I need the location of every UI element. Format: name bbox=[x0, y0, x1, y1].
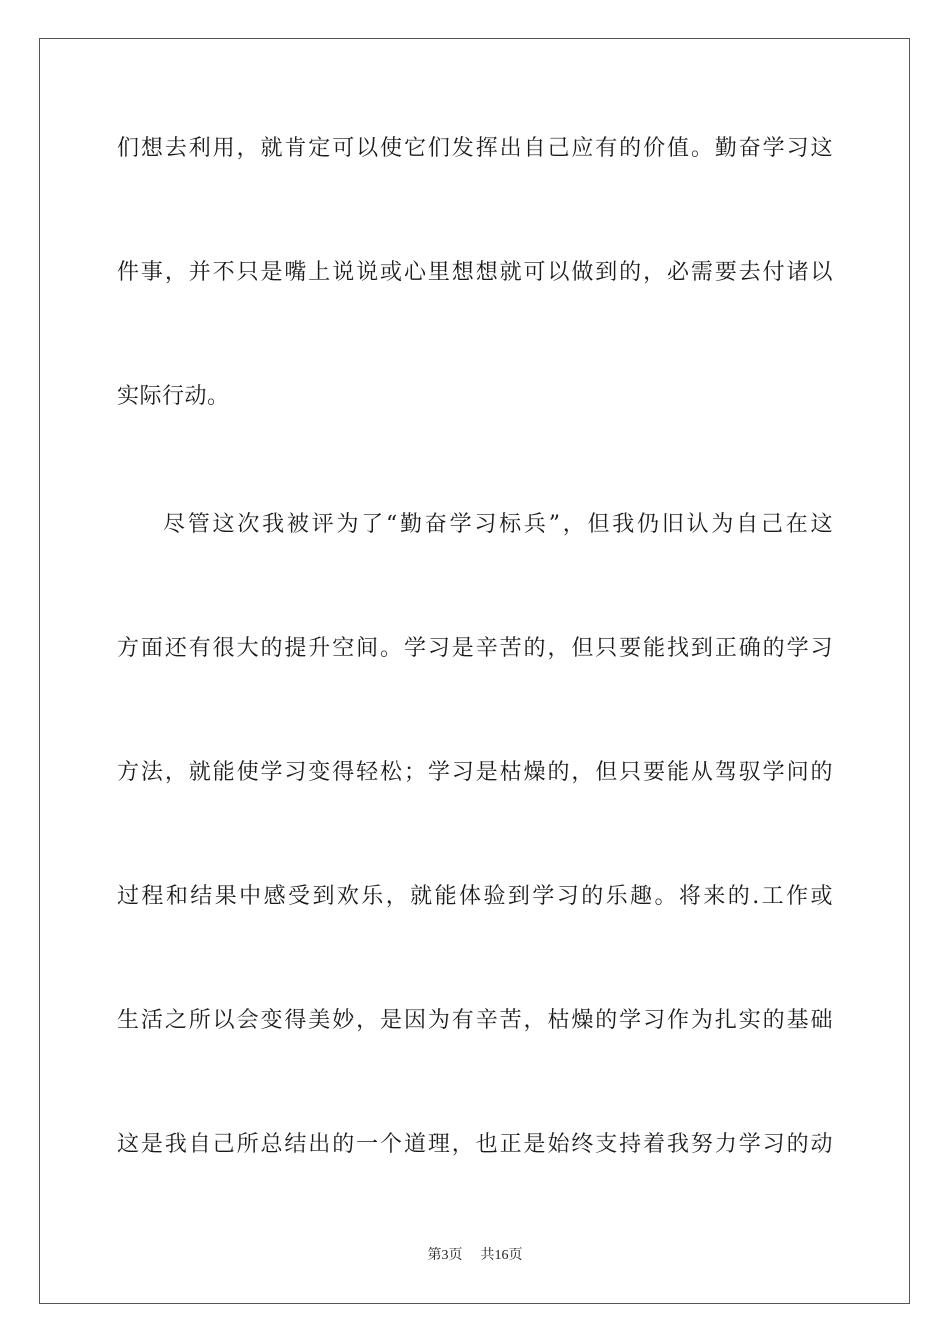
text-line: 方法，就能使学习变得轻松；学习是枯燥的，但只要能从驾驭学问的 bbox=[117, 760, 833, 785]
text-line: 们想去利用，就肯定可以使它们发挥出自己应有的价值。勤奋学习这 bbox=[117, 136, 833, 161]
text-line: 实际行动。 bbox=[117, 384, 230, 409]
text-line: 过程和结果中感受到欢乐，就能体验到学习的乐趣。将来的.工作或 bbox=[117, 884, 833, 909]
page-border bbox=[39, 38, 910, 1304]
page-total: 共16页 bbox=[480, 1248, 523, 1263]
text-line: 生活之所以会变得美妙，是因为有辛苦，枯燥的学习作为扎实的基础 bbox=[117, 1008, 833, 1033]
text-line: 件事，并不只是嘴上说说或心里想想就可以做到的，必需要去付诸以 bbox=[117, 260, 833, 285]
text-line: 这是我自己所总结出的一个道理，也正是始终支持着我努力学习的动 bbox=[117, 1132, 833, 1157]
page-footer bbox=[0, 1247, 950, 1265]
page-number: 第3页 bbox=[427, 1248, 463, 1263]
text-line: 方面还有很大的提升空间。学习是辛苦的，但只要能找到正确的学习 bbox=[117, 636, 833, 661]
paragraph-first-line: 尽管这次我被评为了“勤奋学习标兵”，但我仍旧认为自己在这 bbox=[163, 512, 833, 537]
